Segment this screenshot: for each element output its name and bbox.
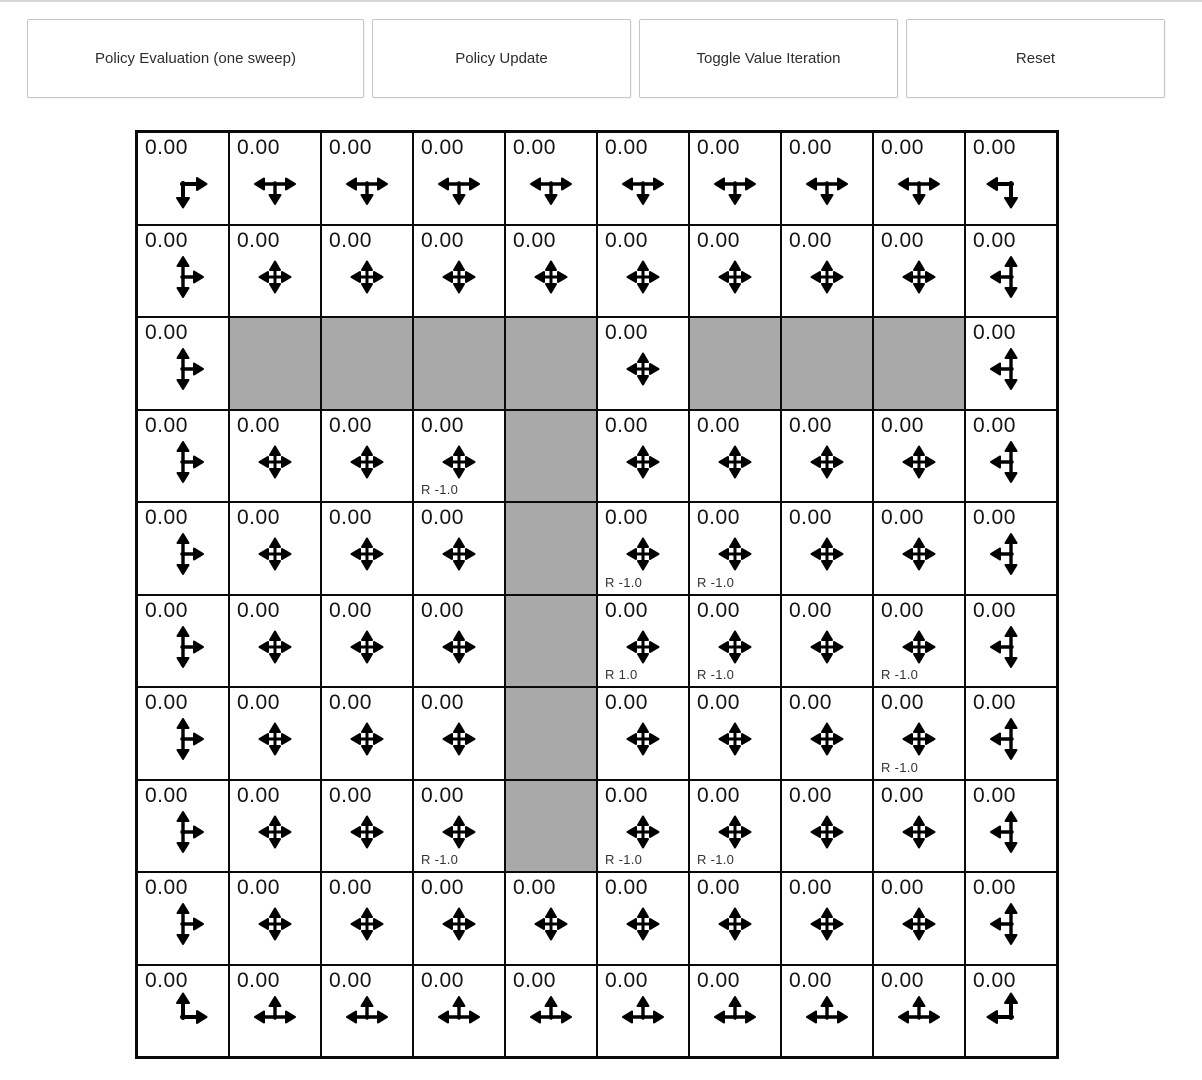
grid-cell xyxy=(137,687,229,780)
grid-cell xyxy=(689,410,781,503)
grid-cell xyxy=(137,595,229,688)
cell-value: 0.00 xyxy=(145,691,188,714)
grid-cell xyxy=(873,780,965,873)
grid-cell xyxy=(229,872,321,965)
grid-cell xyxy=(137,872,229,965)
policy-arrows-icon xyxy=(341,713,393,765)
cell-value: 0.00 xyxy=(697,968,740,992)
cell-value: 0.00 xyxy=(237,968,280,992)
grid-cell xyxy=(597,410,689,503)
grid-cell xyxy=(781,687,873,780)
grid-cell xyxy=(689,965,781,1058)
policy-arrows-icon xyxy=(801,806,853,858)
grid-cell xyxy=(229,132,321,225)
cell-value: 0.00 xyxy=(973,968,1016,992)
grid-cell xyxy=(873,872,965,965)
policy-arrows-icon xyxy=(525,898,577,950)
cell-value: 0.00 xyxy=(697,598,740,622)
grid-cell xyxy=(965,780,1057,873)
cell-value: 0.00 xyxy=(421,598,464,622)
grid-cell xyxy=(321,965,413,1058)
grid-cell xyxy=(781,132,873,225)
policy-arrows-icon xyxy=(249,621,301,673)
cell-value: 0.00 xyxy=(329,876,372,899)
toggle-value-iteration-button[interactable]: Toggle Value Iteration xyxy=(639,19,898,98)
grid-cell xyxy=(321,410,413,503)
cell-value: 0.00 xyxy=(697,691,740,714)
cell-value: 0.00 xyxy=(697,413,740,437)
grid-cell xyxy=(873,132,965,225)
policy-arrows-icon xyxy=(617,713,669,765)
policy-arrows-icon xyxy=(893,713,945,765)
policy-arrows-icon xyxy=(801,528,853,580)
grid-cell xyxy=(321,872,413,965)
policy-arrows-icon xyxy=(525,158,577,210)
policy-arrows-icon xyxy=(249,898,301,950)
policy-arrows-icon xyxy=(985,991,1037,1043)
cell-value: 0.00 xyxy=(697,506,740,529)
policy-arrows-icon xyxy=(801,158,853,210)
cell-reward-label: R 1.0 xyxy=(605,667,638,682)
policy-arrows-icon xyxy=(893,991,945,1043)
cell-value: 0.00 xyxy=(145,968,188,992)
grid-cell xyxy=(873,225,965,318)
cell-value: 0.00 xyxy=(237,876,280,899)
cell-value: 0.00 xyxy=(973,136,1016,159)
cell-value: 0.00 xyxy=(881,506,924,529)
policy-evaluation-button[interactable]: Policy Evaluation (one sweep) xyxy=(27,19,364,98)
grid-cell xyxy=(689,132,781,225)
grid-cell xyxy=(873,595,965,688)
policy-arrows-icon xyxy=(617,528,669,580)
cell-reward-label: R -1.0 xyxy=(697,852,735,867)
policy-arrows-icon xyxy=(893,251,945,303)
grid-cell xyxy=(137,502,229,595)
cell-value: 0.00 xyxy=(237,228,280,252)
cell-reward-label: R -1.0 xyxy=(421,482,459,497)
policy-arrows-icon xyxy=(249,991,301,1043)
cell-value: 0.00 xyxy=(329,413,372,437)
policy-arrows-icon xyxy=(709,898,761,950)
policy-arrows-icon xyxy=(157,806,209,858)
grid-cell xyxy=(689,872,781,965)
cell-value: 0.00 xyxy=(881,968,924,992)
cell-value: 0.00 xyxy=(881,413,924,437)
policy-arrows-icon xyxy=(157,713,209,765)
grid-cell xyxy=(597,595,689,688)
grid-cell-wall xyxy=(505,687,597,780)
grid-cell xyxy=(505,872,597,965)
cell-value: 0.00 xyxy=(789,691,832,714)
policy-arrows-icon xyxy=(249,436,301,488)
grid-cell xyxy=(965,687,1057,780)
cell-value: 0.00 xyxy=(237,506,280,529)
cell-value: 0.00 xyxy=(605,136,648,159)
cell-reward-label: R -1.0 xyxy=(697,574,735,590)
cell-value: 0.00 xyxy=(513,968,556,992)
cell-reward-label: R -1.0 xyxy=(881,759,919,775)
policy-arrows-icon xyxy=(249,528,301,580)
policy-arrows-icon xyxy=(985,158,1037,210)
grid-cell xyxy=(137,410,229,503)
cell-value: 0.00 xyxy=(789,228,832,252)
policy-arrows-icon xyxy=(617,621,669,673)
cell-value: 0.00 xyxy=(973,876,1016,899)
policy-arrows-icon xyxy=(157,898,209,950)
policy-update-button[interactable]: Policy Update xyxy=(372,19,631,98)
policy-arrows-icon xyxy=(709,436,761,488)
cell-reward-label: R -1.0 xyxy=(881,667,919,682)
cell-value: 0.00 xyxy=(881,136,924,159)
grid-cell xyxy=(873,502,965,595)
policy-arrows-icon xyxy=(433,806,485,858)
cell-value: 0.00 xyxy=(881,691,924,714)
cell-value: 0.00 xyxy=(789,136,832,159)
grid-cell xyxy=(413,872,505,965)
grid-cell-wall xyxy=(873,317,965,410)
grid-cell xyxy=(321,502,413,595)
grid-cell xyxy=(873,687,965,780)
policy-arrows-icon xyxy=(893,621,945,673)
grid-cell xyxy=(137,780,229,873)
cell-value: 0.00 xyxy=(145,783,188,807)
grid-cell xyxy=(689,687,781,780)
policy-arrows-icon xyxy=(985,251,1037,303)
grid-cell xyxy=(597,965,689,1058)
cell-value: 0.00 xyxy=(329,136,372,159)
policy-arrows-icon xyxy=(617,898,669,950)
grid-cell xyxy=(689,225,781,318)
policy-arrows-icon xyxy=(617,343,669,395)
grid-cell xyxy=(321,225,413,318)
grid-cell xyxy=(229,410,321,503)
policy-arrows-icon xyxy=(617,251,669,303)
grid-cell xyxy=(689,502,781,595)
grid-cell xyxy=(505,225,597,318)
grid-cell xyxy=(229,225,321,318)
grid-cell xyxy=(597,687,689,780)
grid-cell xyxy=(965,132,1057,225)
policy-arrows-icon xyxy=(433,158,485,210)
cell-value: 0.00 xyxy=(237,136,280,159)
grid-cell xyxy=(781,410,873,503)
policy-arrows-icon xyxy=(709,991,761,1043)
grid-cell xyxy=(137,965,229,1058)
cell-value: 0.00 xyxy=(145,598,188,622)
policy-arrows-icon xyxy=(433,621,485,673)
cell-value: 0.00 xyxy=(605,413,648,437)
policy-arrows-icon xyxy=(801,251,853,303)
policy-arrows-icon xyxy=(341,436,393,488)
grid-cell xyxy=(229,965,321,1058)
policy-arrows-icon xyxy=(341,158,393,210)
cell-value: 0.00 xyxy=(789,506,832,529)
policy-arrows-icon xyxy=(985,343,1037,395)
cell-value: 0.00 xyxy=(329,783,372,807)
cell-value: 0.00 xyxy=(881,228,924,252)
cell-value: 0.00 xyxy=(513,228,556,252)
cell-value: 0.00 xyxy=(421,228,464,252)
grid-cell xyxy=(413,132,505,225)
policy-arrows-icon xyxy=(157,991,209,1043)
grid-cell-wall xyxy=(413,317,505,410)
policy-arrows-icon xyxy=(525,251,577,303)
policy-arrows-icon xyxy=(985,898,1037,950)
policy-arrows-icon xyxy=(985,713,1037,765)
cell-value: 0.00 xyxy=(605,321,648,344)
cell-value: 0.00 xyxy=(697,228,740,252)
grid-cell-wall xyxy=(229,317,321,410)
policy-arrows-icon xyxy=(249,806,301,858)
gridworld-grid xyxy=(135,130,1059,1059)
grid-cell xyxy=(781,965,873,1058)
cell-value: 0.00 xyxy=(697,136,740,159)
cell-value: 0.00 xyxy=(973,506,1016,529)
policy-arrows-icon xyxy=(433,898,485,950)
grid-cell xyxy=(413,410,505,503)
grid-cell xyxy=(321,780,413,873)
grid-cell xyxy=(965,410,1057,503)
policy-arrows-icon xyxy=(985,806,1037,858)
cell-value: 0.00 xyxy=(237,598,280,622)
policy-arrows-icon xyxy=(709,621,761,673)
policy-arrows-icon xyxy=(617,436,669,488)
policy-arrows-icon xyxy=(893,158,945,210)
policy-arrows-icon xyxy=(893,898,945,950)
grid-cell xyxy=(597,502,689,595)
policy-arrows-icon xyxy=(801,436,853,488)
policy-arrows-icon xyxy=(801,713,853,765)
policy-arrows-icon xyxy=(985,528,1037,580)
policy-arrows-icon xyxy=(617,806,669,858)
grid-cell xyxy=(413,595,505,688)
grid-cell-wall xyxy=(781,317,873,410)
policy-arrows-icon xyxy=(433,528,485,580)
grid-cell xyxy=(781,595,873,688)
cell-reward-label: R -1.0 xyxy=(421,852,459,867)
grid-cell xyxy=(505,132,597,225)
cell-value: 0.00 xyxy=(697,783,740,807)
cell-value: 0.00 xyxy=(881,598,924,622)
cell-value: 0.00 xyxy=(421,691,464,714)
reset-button[interactable]: Reset xyxy=(906,19,1165,98)
policy-arrows-icon xyxy=(433,713,485,765)
grid-cell xyxy=(413,687,505,780)
policy-arrows-icon xyxy=(157,621,209,673)
grid-cell xyxy=(597,780,689,873)
policy-arrows-icon xyxy=(341,806,393,858)
cell-value: 0.00 xyxy=(237,413,280,437)
policy-arrows-icon xyxy=(433,991,485,1043)
policy-arrows-icon xyxy=(249,251,301,303)
cell-value: 0.00 xyxy=(973,691,1016,714)
cell-value: 0.00 xyxy=(605,598,648,622)
cell-value: 0.00 xyxy=(329,598,372,622)
grid-cell xyxy=(321,687,413,780)
grid-cell xyxy=(505,965,597,1058)
grid-cell xyxy=(689,780,781,873)
policy-arrows-icon xyxy=(801,898,853,950)
cell-value: 0.00 xyxy=(421,968,464,992)
policy-arrows-icon xyxy=(157,251,209,303)
cell-value: 0.00 xyxy=(789,783,832,807)
grid-cell xyxy=(321,132,413,225)
cell-value: 0.00 xyxy=(789,598,832,622)
cell-value: 0.00 xyxy=(145,413,188,437)
grid-cell xyxy=(781,780,873,873)
policy-arrows-icon xyxy=(709,251,761,303)
cell-value: 0.00 xyxy=(329,228,372,252)
grid-cell xyxy=(137,317,229,410)
cell-value: 0.00 xyxy=(605,506,648,529)
grid-cell-wall xyxy=(321,317,413,410)
policy-arrows-icon xyxy=(985,621,1037,673)
cell-value: 0.00 xyxy=(145,136,188,159)
grid-cell xyxy=(597,317,689,410)
policy-arrows-icon xyxy=(433,436,485,488)
grid-cell xyxy=(413,780,505,873)
grid-cell xyxy=(321,595,413,688)
cell-value: 0.00 xyxy=(421,876,464,899)
grid-cell xyxy=(597,132,689,225)
grid-cell xyxy=(965,317,1057,410)
grid-cell-wall xyxy=(505,317,597,410)
policy-arrows-icon xyxy=(341,898,393,950)
grid-cell xyxy=(229,780,321,873)
cell-value: 0.00 xyxy=(329,506,372,529)
cell-value: 0.00 xyxy=(421,413,464,437)
policy-arrows-icon xyxy=(709,806,761,858)
policy-arrows-icon xyxy=(801,991,853,1043)
policy-arrows-icon xyxy=(341,621,393,673)
policy-arrows-icon xyxy=(157,343,209,395)
grid-cell xyxy=(965,872,1057,965)
grid-cell xyxy=(229,595,321,688)
cell-value: 0.00 xyxy=(421,783,464,807)
policy-arrows-icon xyxy=(893,436,945,488)
policy-arrows-icon xyxy=(709,528,761,580)
cell-value: 0.00 xyxy=(237,783,280,807)
cell-value: 0.00 xyxy=(145,506,188,529)
policy-arrows-icon xyxy=(249,158,301,210)
grid-cell xyxy=(597,872,689,965)
cell-value: 0.00 xyxy=(973,598,1016,622)
grid-cell-wall xyxy=(689,317,781,410)
cell-value: 0.00 xyxy=(145,876,188,899)
grid-cell xyxy=(413,502,505,595)
policy-arrows-icon xyxy=(801,621,853,673)
grid-cell xyxy=(137,225,229,318)
cell-value: 0.00 xyxy=(329,968,372,992)
policy-arrows-icon xyxy=(157,528,209,580)
policy-arrows-icon xyxy=(709,158,761,210)
policy-arrows-icon xyxy=(985,436,1037,488)
grid-cell xyxy=(597,225,689,318)
cell-value: 0.00 xyxy=(513,876,556,899)
grid-cell xyxy=(873,410,965,503)
cell-value: 0.00 xyxy=(789,413,832,437)
grid-cell xyxy=(965,225,1057,318)
grid-cell xyxy=(965,595,1057,688)
cell-value: 0.00 xyxy=(605,968,648,992)
policy-arrows-icon xyxy=(709,713,761,765)
cell-value: 0.00 xyxy=(145,321,188,344)
cell-value: 0.00 xyxy=(605,228,648,252)
cell-value: 0.00 xyxy=(881,876,924,899)
cell-value: 0.00 xyxy=(881,783,924,807)
policy-arrows-icon xyxy=(157,436,209,488)
policy-arrows-icon xyxy=(341,991,393,1043)
grid-cell xyxy=(229,687,321,780)
grid-cell xyxy=(965,965,1057,1058)
policy-arrows-icon xyxy=(893,806,945,858)
policy-arrows-icon xyxy=(893,528,945,580)
grid-cell-wall xyxy=(505,502,597,595)
grid-cell xyxy=(781,502,873,595)
grid-cell xyxy=(689,595,781,688)
cell-value: 0.00 xyxy=(973,321,1016,344)
policy-arrows-icon xyxy=(617,158,669,210)
cell-reward-label: R -1.0 xyxy=(605,852,643,867)
grid-cell xyxy=(873,965,965,1058)
cell-value: 0.00 xyxy=(697,876,740,899)
policy-arrows-icon xyxy=(433,251,485,303)
cell-value: 0.00 xyxy=(973,783,1016,807)
policy-arrows-icon xyxy=(525,991,577,1043)
policy-arrows-icon xyxy=(341,528,393,580)
policy-arrows-icon xyxy=(341,251,393,303)
cell-value: 0.00 xyxy=(973,228,1016,252)
cell-value: 0.00 xyxy=(145,228,188,252)
cell-value: 0.00 xyxy=(605,876,648,899)
cell-value: 0.00 xyxy=(789,968,832,992)
grid-cell-wall xyxy=(505,595,597,688)
cell-value: 0.00 xyxy=(605,783,648,807)
cell-value: 0.00 xyxy=(421,506,464,529)
grid-cell xyxy=(413,965,505,1058)
cell-value: 0.00 xyxy=(421,136,464,159)
cell-reward-label: R -1.0 xyxy=(697,667,735,682)
toolbar xyxy=(27,19,1166,98)
policy-arrows-icon xyxy=(157,158,209,210)
policy-arrows-icon xyxy=(249,713,301,765)
grid-cell xyxy=(965,502,1057,595)
grid-cell xyxy=(781,225,873,318)
grid-cell xyxy=(137,132,229,225)
grid-cell xyxy=(781,872,873,965)
cell-value: 0.00 xyxy=(789,876,832,899)
grid-cell-wall xyxy=(505,780,597,873)
cell-reward-label: R -1.0 xyxy=(605,574,643,590)
policy-arrows-icon xyxy=(617,991,669,1043)
grid-cell xyxy=(229,502,321,595)
cell-value: 0.00 xyxy=(973,413,1016,437)
cell-value: 0.00 xyxy=(237,691,280,714)
cell-value: 0.00 xyxy=(513,136,556,159)
cell-value: 0.00 xyxy=(329,691,372,714)
grid-cell xyxy=(413,225,505,318)
cell-value: 0.00 xyxy=(605,691,648,714)
grid-cell-wall xyxy=(505,410,597,503)
